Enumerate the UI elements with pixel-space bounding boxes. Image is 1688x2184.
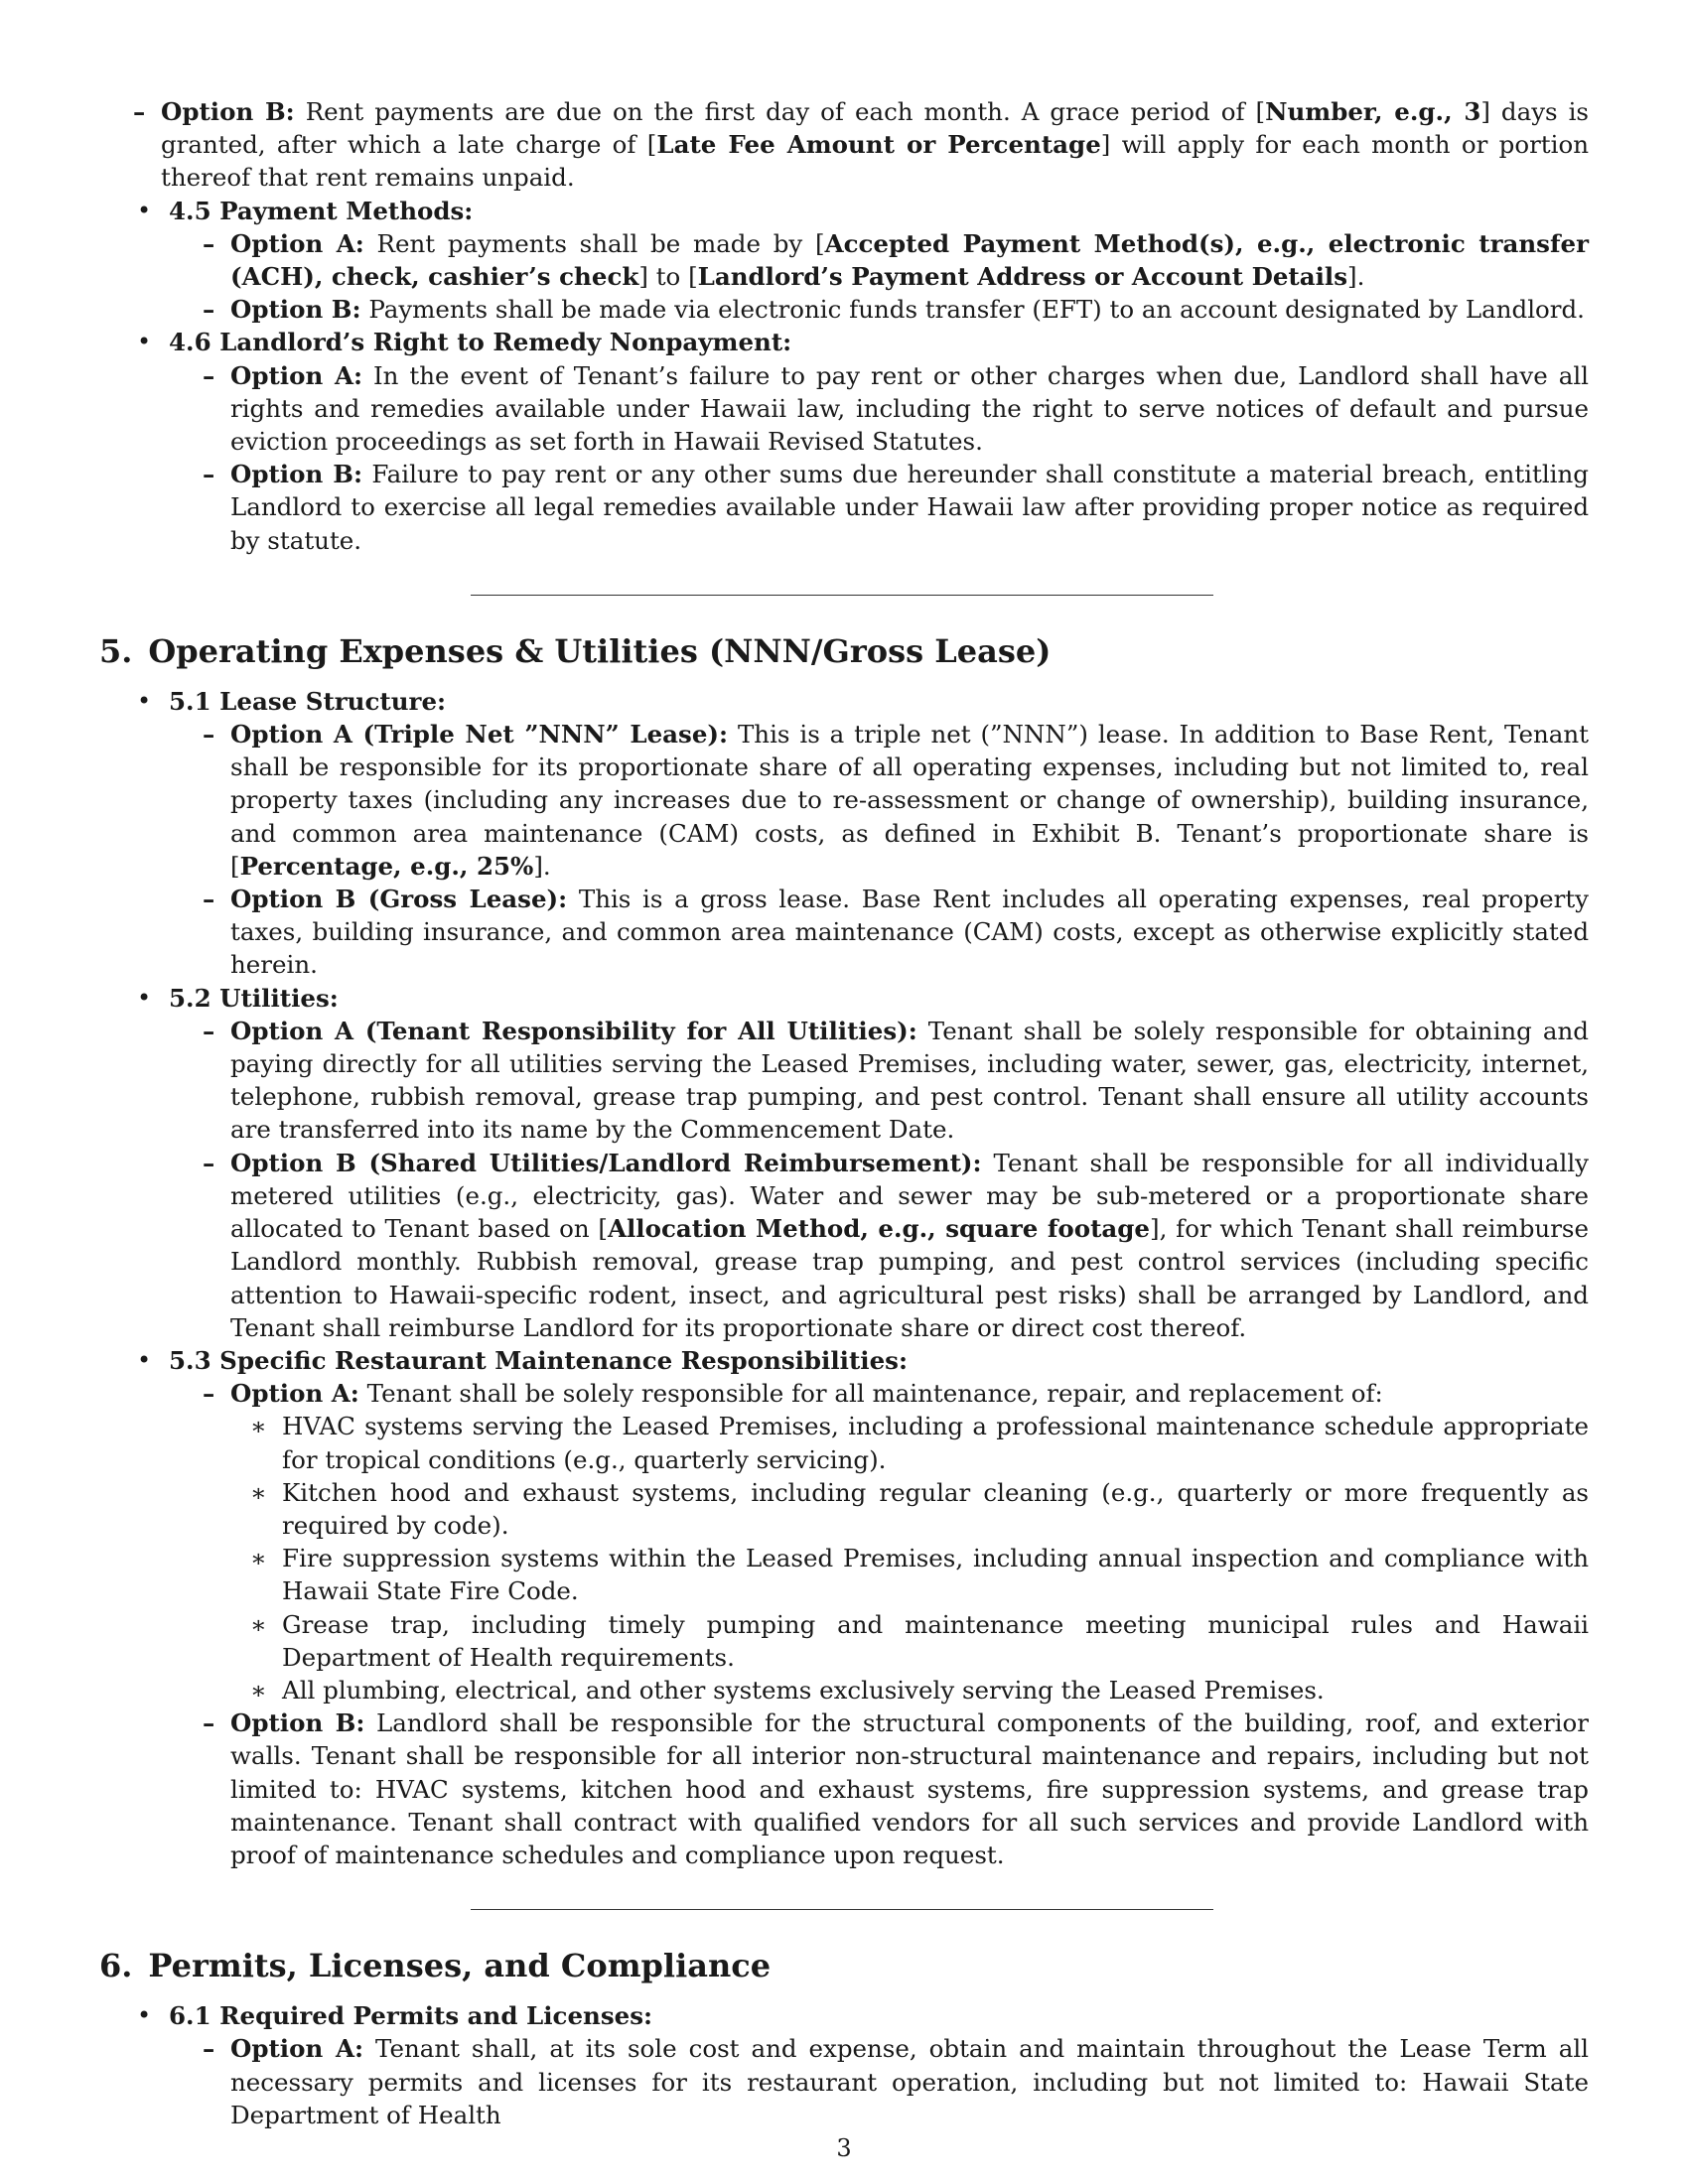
option-text: Tenant shall, at its sole cost and expense, obtain and maintain throughout the Lease Term all necessary permits and licenses for its restaurant operation, including but not limited to: Hawaii State Department of Health bbox=[230, 2034, 1589, 2129]
section-title: Permits, Licenses, and Compliance bbox=[148, 1947, 772, 1985]
clause-options bbox=[169, 359, 1589, 557]
clause-heading: 5.3 Specific Restaurant Maintenance Responsibilities: bbox=[169, 1345, 909, 1375]
clause-options bbox=[169, 1377, 1589, 1871]
option-label: Option A: bbox=[230, 1379, 359, 1409]
clause-6-1 bbox=[99, 1999, 1589, 2131]
option-b bbox=[169, 1147, 1589, 1344]
clause-5-2 bbox=[99, 982, 1589, 1344]
option-label: Option B: bbox=[230, 295, 361, 325]
option-label: Option B: bbox=[161, 97, 295, 126]
option-text: ]. bbox=[533, 851, 551, 881]
clause-options bbox=[169, 2032, 1589, 2131]
option-text: Landlord shall be responsible for the structural components of the building, roof, and exterior walls. Tenant shall be responsible for all interior non-structural maintenance and repairs, including but not limited to: HVAC systems, kitchen hood and exhaust systems, fire suppression systems, and grease trap maintenance. Tenant shall contract with qualified vendors for all such services and provide Landlord with proof of maintenance schedules and compliance upon request. bbox=[230, 1708, 1589, 1869]
clause-heading: 4.6 Landlord’s Right to Remedy Nonpayment: bbox=[169, 328, 792, 357]
section-6-list bbox=[99, 1999, 1589, 2131]
section-5-list bbox=[99, 685, 1589, 1871]
option-label: Option A: bbox=[230, 2034, 364, 2064]
clause-heading: 6.1 Required Permits and Licenses: bbox=[169, 2001, 653, 2031]
option-a bbox=[169, 1377, 1589, 1706]
option-text: ] days is granted, after which a late charge of [ bbox=[161, 97, 1589, 160]
option-text: ], for which Tenant shall reimburse Landlord monthly. Rubbish removal, grease trap pumping, and pest control services (including specific attention to Hawaii-specific rodent, insect, and agricultural pest risks) shall be arranged by Landlord, and Tenant shall reimburse Landlord for its proportionate share or direct cost thereof. bbox=[230, 1214, 1589, 1342]
clause-5-1 bbox=[99, 685, 1589, 982]
clause-heading: 4.5 Payment Methods: bbox=[169, 196, 474, 225]
option-label: Option A: bbox=[230, 228, 364, 258]
clause-4-5 bbox=[99, 195, 1589, 327]
option-text: Tenant shall be solely responsible for obtaining and paying directly for all utilities serving the Leased Premises, including water, sewer, gas, electricity, internet, telephone, rubbish removal, grease trap pumping, and pest control. Tenant shall ensure all utility accounts are transferred into its name by the Commencement Date. bbox=[230, 1016, 1589, 1145]
section-divider bbox=[471, 595, 1213, 596]
option-text: Payments shall be made via electronic funds transfer (EFT) to an account designated by Landlord. bbox=[360, 295, 1585, 325]
option-label: Option B (Shared Utilities/Landlord Reimbursement): bbox=[230, 1148, 982, 1177]
section-4-list bbox=[99, 195, 1589, 557]
option-b-late-charge bbox=[99, 95, 1589, 195]
option-b bbox=[169, 1706, 1589, 1871]
option-text: ] to [ bbox=[638, 262, 698, 292]
option-b bbox=[169, 458, 1589, 557]
placeholder-field: Accepted Payment Method(s), e.g., electronic transfer (ACH), check, cashier’s check bbox=[230, 228, 1589, 292]
document-page bbox=[99, 95, 1589, 2131]
placeholder-field: Number, e.g., 3 bbox=[1265, 97, 1481, 126]
placeholder-field: Late Fee Amount or Percentage bbox=[656, 130, 1101, 160]
section-divider bbox=[471, 1909, 1213, 1910]
section-number: 6. bbox=[99, 1947, 133, 1985]
option-a bbox=[169, 718, 1589, 883]
clause-heading: 5.2 Utilities: bbox=[169, 983, 339, 1013]
maintenance-item: ∗ All plumbing, electrical, and other systems exclusively serving the Leased Premises. bbox=[230, 1674, 1589, 1706]
option-a bbox=[169, 227, 1589, 293]
maintenance-item: ∗ Kitchen hood and exhaust systems, including regular cleaning (e.g., quarterly or more frequently as required by code). bbox=[230, 1476, 1589, 1542]
section-heading-6 bbox=[99, 1946, 1589, 1985]
option-text: Tenant shall be responsible for all individually metered utilities (e.g., electricity, gas). Water and sewer may be sub-metered or a proportionate share allocated to Tenant based on [ bbox=[230, 1148, 1589, 1244]
maintenance-item: ∗ Grease trap, including timely pumping and maintenance meeting municipal rules and Hawaii Department of Health requirements. bbox=[230, 1608, 1589, 1674]
option-text: In the event of Tenant’s failure to pay rent or other charges when due, Landlord shall have all rights and remedies available under Hawaii law, including the right to serve notices of default and pursue eviction proceedings as set forth in Hawaii Revised Statutes. bbox=[230, 360, 1589, 457]
clause-heading: 5.1 Lease Structure: bbox=[169, 686, 447, 716]
option-b bbox=[169, 293, 1589, 326]
placeholder-field: Allocation Method, e.g., square footage bbox=[607, 1214, 1151, 1244]
option-text: Rent payments shall be made by [ bbox=[363, 228, 825, 258]
maintenance-item: ∗ HVAC systems serving the Leased Premises, including a professional maintenance schedule appropriate for tropical conditions (e.g., quarterly servicing). bbox=[230, 1410, 1589, 1475]
clause-4-6 bbox=[99, 326, 1589, 556]
option-label: Option B: bbox=[230, 460, 363, 489]
option-text: ]. bbox=[1347, 262, 1365, 292]
option-b bbox=[169, 883, 1589, 982]
maintenance-items bbox=[230, 1410, 1589, 1706]
option-text: This is a gross lease. Base Rent includes all operating expenses, real property taxes, building insurance, and common area maintenance (CAM) costs, except as otherwise explicitly stated herein. bbox=[230, 885, 1590, 980]
clause-options bbox=[169, 718, 1589, 982]
option-label: Option A (Triple Net ”NNN” Lease): bbox=[230, 720, 729, 750]
option-a bbox=[169, 1015, 1589, 1147]
maintenance-item: ∗ Fire suppression systems within the Leased Premises, including annual inspection and compliance with Hawaii State Fire Code. bbox=[230, 1542, 1589, 1607]
option-label: Option A (Tenant Responsibility for All Utilities): bbox=[230, 1016, 917, 1045]
section-heading-5 bbox=[99, 631, 1589, 671]
section-title: Operating Expenses & Utilities (NNN/Gross Lease) bbox=[148, 631, 1052, 670]
option-label: Option B: bbox=[230, 1708, 365, 1738]
option-text: Failure to pay rent or any other sums due hereunder shall constitute a material breach, entitling Landlord to exercise all legal remedies available under Hawaii law after providing proper notice as required by statute. bbox=[230, 460, 1589, 555]
clause-5-3 bbox=[99, 1344, 1589, 1871]
option-text: This is a triple net (”NNN”) lease. In addition to Base Rent, Tenant shall be responsible for its proportionate share of all operating expenses, including but not limited to, real property taxes (including any increases due to re-assessment or change of ownership), building insurance, and common area maintenance (CAM) costs, as defined in Exhibit B. Tenant’s proportionate share is [ bbox=[230, 720, 1590, 881]
page-number: 3 bbox=[836, 2134, 852, 2162]
option-label: Option A: bbox=[230, 360, 363, 390]
option-text: ] will apply for each month or portion thereof that rent remains unpaid. bbox=[161, 130, 1589, 193]
clause-options bbox=[169, 1015, 1589, 1344]
option-label: Option B (Gross Lease): bbox=[230, 885, 568, 914]
option-a bbox=[169, 2032, 1589, 2131]
clause-options bbox=[169, 227, 1589, 327]
placeholder-field: Landlord’s Payment Address or Account Details bbox=[697, 262, 1348, 292]
placeholder-field: Percentage, e.g., 25% bbox=[239, 851, 534, 881]
section-number: 5. bbox=[99, 631, 133, 670]
option-list-4-4-continued bbox=[99, 95, 1589, 195]
option-text: Rent payments are due on the first day of each month. A grace period of [ bbox=[294, 97, 1266, 126]
option-a bbox=[169, 359, 1589, 459]
option-text: Tenant shall be solely responsible for all maintenance, repair, and replacement of: bbox=[358, 1379, 1383, 1409]
